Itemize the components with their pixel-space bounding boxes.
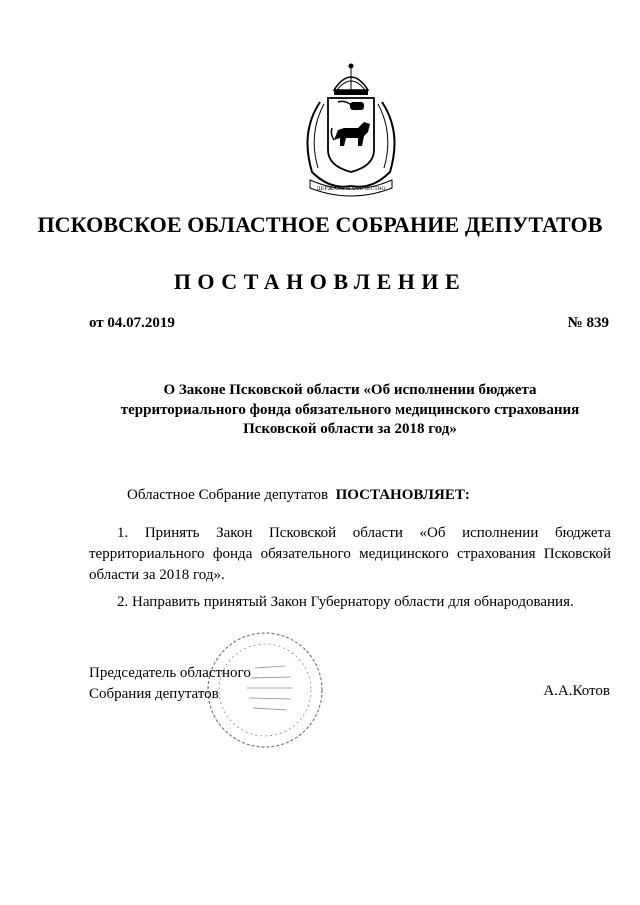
subject-line-2: территориального фонда обязательного медицинского страхования — [120, 401, 580, 418]
document-number: № 839 — [567, 315, 609, 331]
document-type-title: ПОСТАНОВЛЕНИЕ — [173, 269, 467, 294]
intro-decree-word: ПОСТАНОВЛЯЕТ: — [335, 487, 470, 503]
subject-line-1: О Законе Псковской области «Об исполнении бюджета — [163, 382, 537, 398]
signatory-position-line-1: Председатель областного — [89, 665, 251, 681]
intro-paragraph — [127, 487, 470, 504]
decree-item-1 — [89, 523, 611, 586]
signatory-name: А.А.Котов — [543, 683, 610, 699]
subject-line-3: Псковской области за 2018 год» — [243, 421, 457, 437]
item1-line-3: области за 2018 год». — [89, 567, 225, 583]
coat-of-arms-emblem — [290, 62, 412, 197]
document-date: от 04.07.2019 — [89, 315, 175, 331]
item1-line-1: 1. Принять Закон Псковской области «Об исполнении бюджета — [117, 525, 611, 541]
signatory-position-line-2: Собрания депутатов — [89, 686, 219, 702]
organization-title: ПСКОВСКОЕ ОБЛАСТНОЕ СОБРАНИЕ ДЕПУТАТОВ — [37, 212, 603, 237]
intro-text: Областное Собрание депутатов — [127, 487, 329, 503]
item1-line-2: территориального фонда обязательного медицинского страхования Псковской — [89, 546, 611, 562]
emblem-motto: ДЕРЖАВА И ОТЕЧЕСТВО — [316, 186, 386, 192]
document-subject — [60, 381, 640, 440]
decree-item-2: 2. Направить принятый Закон Губернатору области для обнародования. — [117, 594, 574, 610]
signatory-position — [89, 663, 251, 705]
